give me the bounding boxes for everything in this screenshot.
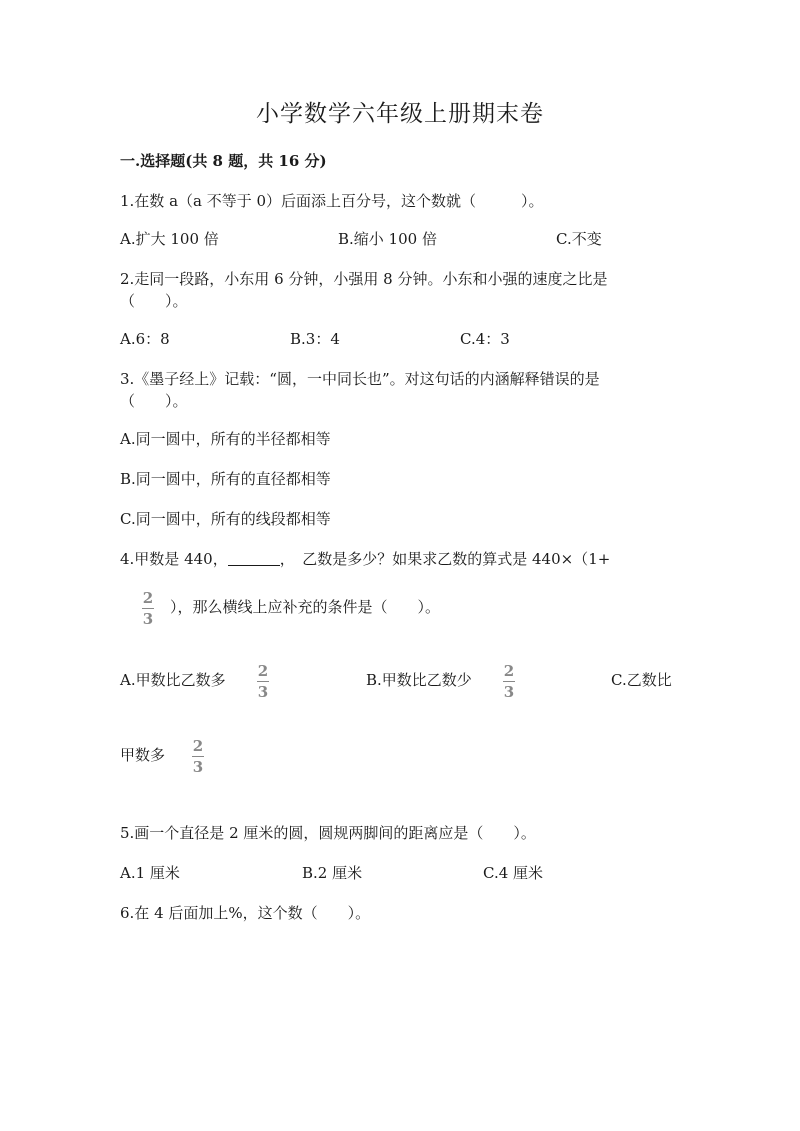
- question-2-stem-line2: （ ）。: [120, 292, 188, 310]
- fraction-denominator: 3: [192, 758, 204, 776]
- question-1-option-b: B.缩小 100 倍: [338, 230, 437, 248]
- fraction-numerator: 2: [503, 662, 515, 680]
- fraction-denominator: 3: [257, 683, 269, 701]
- fraction-two-thirds: [142, 590, 154, 627]
- fraction-two-thirds: [257, 663, 269, 700]
- question-3-stem-line2: （ ）。: [120, 392, 188, 410]
- question-2-option-c: C.4：3: [460, 330, 510, 348]
- question-1-option-c: C.不变: [556, 230, 602, 248]
- fraction-bar: [192, 756, 204, 757]
- question-1-option-a: A.扩大 100 倍: [120, 230, 219, 248]
- fraction-two-thirds: [503, 663, 515, 700]
- fraction-bar: [142, 608, 154, 609]
- fraction-bar: [257, 681, 269, 682]
- question-4-option-c-part1: C.乙数比: [611, 671, 672, 689]
- question-2-option-b: B.3：4: [290, 330, 340, 348]
- question-4-stem-line2: ），那么横线上应补充的条件是（ ）。: [170, 598, 441, 616]
- fraction-bar: [503, 681, 515, 682]
- question-3-option-a: A.同一圆中，所有的半径都相等: [120, 430, 331, 448]
- question-3-option-b: B.同一圆中，所有的直径都相等: [120, 470, 331, 488]
- question-5-stem: 5.画一个直径是 2 厘米的圆，圆规两脚间的距离应是（ ）。: [120, 824, 536, 842]
- question-4-stem-part1: 4.甲数是 440，: [120, 550, 228, 568]
- question-5-option-b: B.2 厘米: [302, 864, 363, 882]
- fraction-denominator: 3: [503, 683, 515, 701]
- question-4-stem-part2: ， 乙数是多少？如果求乙数的算式是 440×（1+: [279, 550, 611, 568]
- question-4-option-a: A.甲数比乙数多: [120, 671, 226, 689]
- question-4-option-b: B.甲数比乙数少: [366, 671, 472, 689]
- page-title: 小学数学六年级上册期末卷: [256, 101, 544, 127]
- fraction-numerator: 2: [192, 737, 204, 755]
- fraction-numerator: 2: [257, 662, 269, 680]
- question-6-stem: 6.在 4 后面加上%，这个数（ ）。: [120, 904, 371, 922]
- question-2-option-a: A.6：8: [120, 330, 170, 348]
- fraction-two-thirds: [192, 738, 204, 775]
- question-3-option-c: C.同一圆中，所有的线段都相等: [120, 510, 331, 528]
- question-2-stem-line1: 2.走同一段路，小东用 6 分钟，小强用 8 分钟。小东和小强的速度之比是: [120, 270, 608, 288]
- section-heading: 一.选择题(共 8 题，共 16 分): [120, 152, 327, 170]
- question-3-stem-line1: 3.《墨子经上》记载：“圆，一中同长也”。对这句话的内涵解释错误的是: [120, 370, 600, 388]
- question-1-stem: 1.在数 a（a 不等于 0）后面添上百分号，这个数就（ ）。: [120, 192, 544, 210]
- question-4-stem-line1: [120, 549, 610, 569]
- question-5-option-a: A.1 厘米: [120, 864, 180, 882]
- question-5-option-c: C.4 厘米: [483, 864, 544, 882]
- fraction-numerator: 2: [142, 589, 154, 607]
- fraction-denominator: 3: [142, 610, 154, 628]
- question-4-option-c-part2: 甲数多: [120, 746, 166, 764]
- answer-blank: [228, 565, 280, 566]
